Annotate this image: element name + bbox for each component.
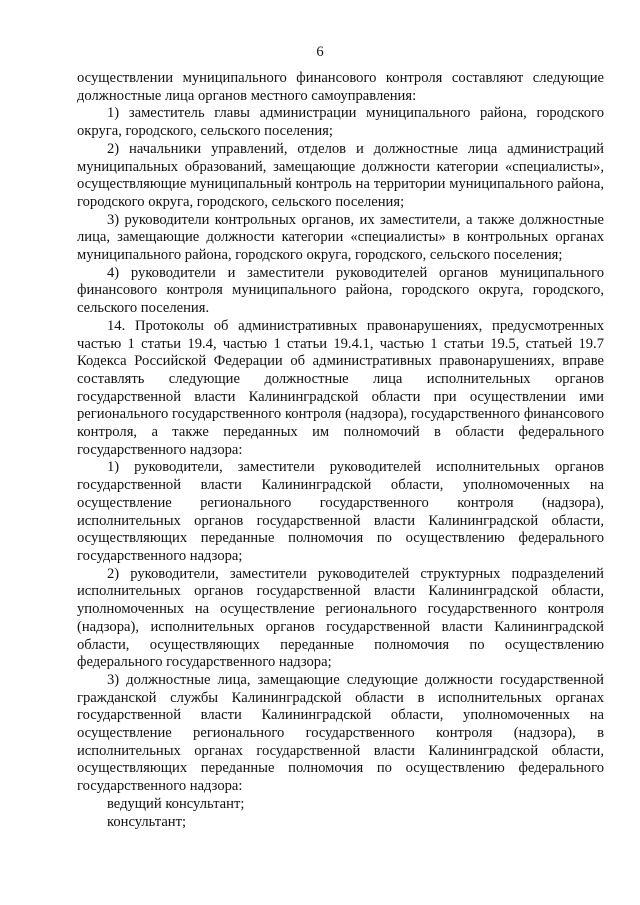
paragraph-item-1: 1) заместитель главы администрации муниципального района, городского округа, городского, сельского поселения;	[77, 105, 604, 140]
paragraph-item-2: 2) начальники управлений, отделов и должностные лица администраций муниципальных образований, замещающие должности категории «специалисты», осуществляющие муниципальный контроль на территории муниципального района, городского округа, городского, сельского поселения;	[77, 140, 604, 210]
paragraph-section-14-item-1: 1) руководители, заместители руководителей исполнительных органов государственной власти Калининградской области, уполномоченных на осуществление регионального государственного контроля (надзора), исполнительных органов государственной власти Калининградской области, осуществляющих переданные полномочия по осуществлению федерального государственного надзора;	[77, 459, 604, 564]
paragraph-section-14-item-2: 2) руководители, заместители руководителей структурных подразделений исполнительных органов государственной власти Калининградской области, уполномоченных на осуществление регионального государственного контроля (надзора), исполнительных органов государственной власти Калининградской области, осуществляющих переданные полномочия по осуществлению федерального государственного надзора;	[77, 565, 604, 671]
position-consultant: консультант;	[107, 813, 187, 830]
paragraph-item-3: 3) руководители контрольных органов, их заместители, а также должностные лица, замещающие должности категории «специалисты» в контрольных органах муниципального района, городского округа, городского, сельского поселения;	[77, 211, 604, 264]
paragraph-item-4: 4) руководители и заместители руководителей органов муниципального финансового контроля муниципального района, городского округа, городского, сельского поселения.	[77, 264, 604, 317]
position-lead-consultant: ведущий консультант;	[107, 795, 245, 812]
paragraph-intro: осуществлении муниципального финансового контроля составляют следующие должностные лица органов местного самоуправления:	[77, 70, 604, 104]
page-number: 6	[316, 44, 324, 60]
document-body	[77, 70, 604, 831]
paragraph-section-14-item-3: 3) должностные лица, замещающие следующие должности государственной гражданской службы Калининградской области в исполнительных органах государственной власти Калининградской области, уполномоченных на осуществление регионального государственного контроля (надзора), в исполнительных органах государственной власти Калининградской области, осуществляющих переданные полномочия по осуществлению федерального государственного надзора:	[77, 671, 604, 795]
paragraph-section-14: 14. Протоколы об административных правонарушениях, предусмотренных частью 1 статьи 19.4, частью 1 статьи 19.4.1, частью 1 статьи 19.5, статьей 19.7 Кодекса Российской Федерации об административных правонарушениях, вправе составлять следующие должностные лица исполнительных органов государственной власти Калининградской области при осуществлении ими регионального государственного контроля (надзора), государственного финансового контроля, а также переданных им полномочий в области федерального государственного надзора:	[77, 317, 604, 458]
